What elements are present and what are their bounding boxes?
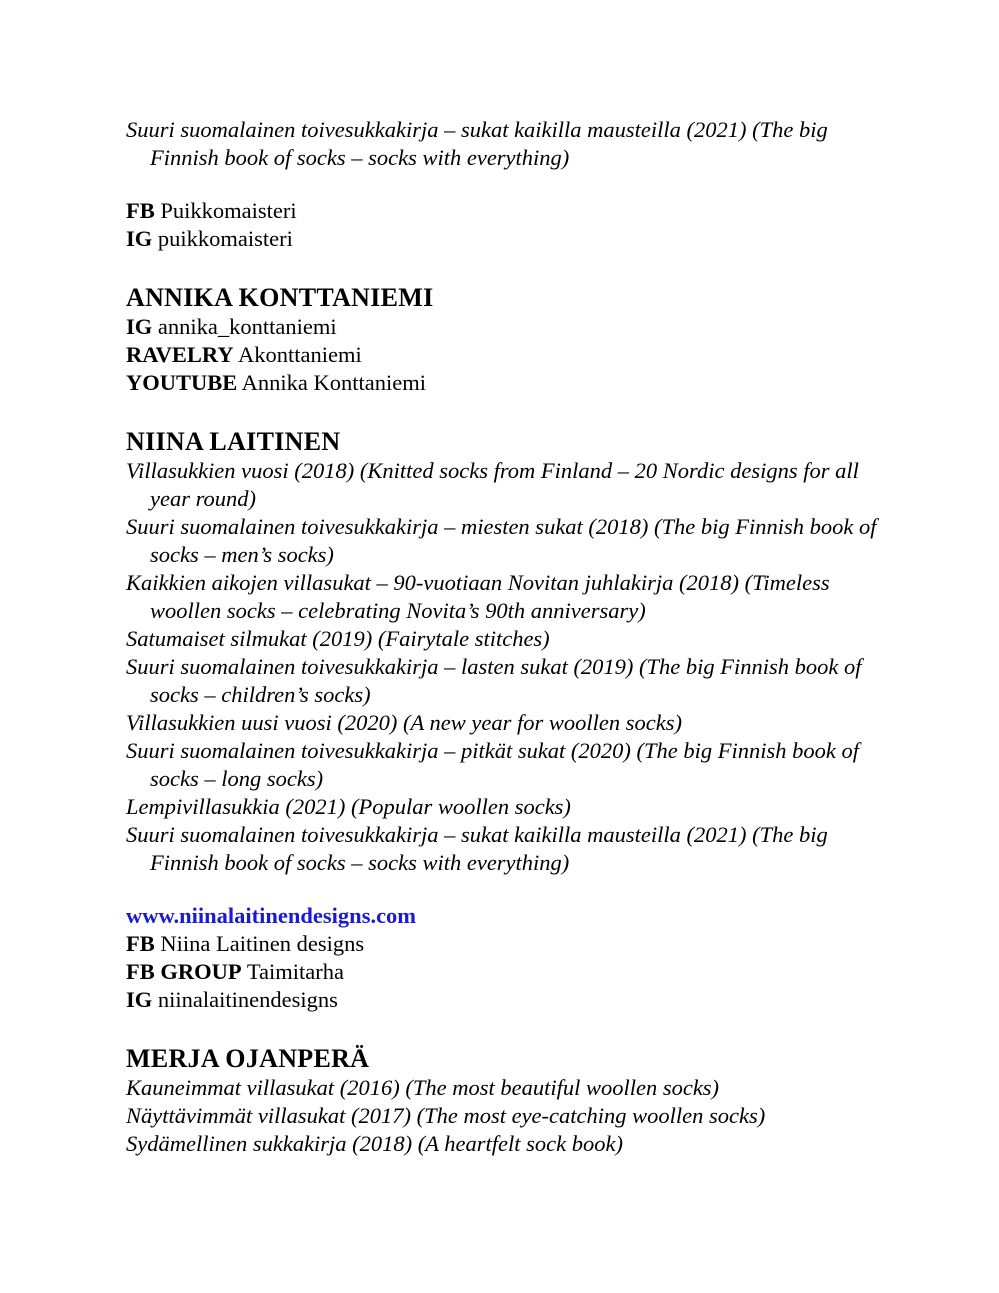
author-heading-annika: ANNIKA KONTTANIEMI (126, 283, 434, 312)
spacer (126, 1014, 886, 1043)
social-label: FB (126, 198, 155, 223)
book-entry: Lempivillasukkia (2021) (Popular woollen socks) (126, 794, 571, 819)
social-fb (126, 197, 886, 225)
social-label: FB (126, 931, 155, 956)
document-page (126, 116, 886, 1158)
social-ig (126, 313, 886, 341)
author-heading-merja: MERJA OJANPERÄ (126, 1044, 370, 1073)
book-entry: Satumaiset silmukat (2019) (Fairytale stitches) (126, 626, 550, 651)
book-entry: Suuri suomalainen toivesukkakirja – pitkät sukat (2020) (The big Finnish book of socks – long socks) (126, 738, 860, 791)
social-value: puikkomaisteri (157, 226, 293, 251)
book-entry: Suuri suomalainen toivesukkakirja – lasten sukat (2019) (The big Finnish book of socks – children’s socks) (126, 654, 862, 707)
book-entry: Näyttävimmät villasukat (2017) (The most eye-catching woollen socks) (126, 1103, 766, 1128)
book-entry: Kaikkien aikojen villasukat – 90-vuotiaan Novitan juhlakirja (2018) (Timeless woollen socks – celebrating Novita’s 90th anniversary) (126, 570, 830, 623)
website-link[interactable]: www.niinalaitinendesigns.com (126, 903, 417, 928)
spacer (126, 877, 886, 902)
social-value: annika_konttaniemi (157, 314, 337, 339)
social-youtube (126, 369, 886, 397)
social-label: FB GROUP (126, 959, 242, 984)
social-label: IG (126, 314, 153, 339)
book-entry: Villasukkien vuosi (2018) (Knitted socks from Finland – 20 Nordic designs for all year round) (126, 458, 859, 511)
book-entry: Kauneimmat villasukat (2016) (The most beautiful woollen socks) (126, 1075, 720, 1100)
social-ig (126, 225, 886, 253)
social-label: IG (126, 987, 153, 1012)
spacer (126, 253, 886, 282)
social-ig (126, 986, 886, 1014)
social-label: YOUTUBE (126, 370, 238, 395)
social-fb-group (126, 958, 886, 986)
social-fb (126, 930, 886, 958)
social-value: Akonttaniemi (237, 342, 362, 367)
social-label: RAVELRY (126, 342, 234, 367)
social-value: Puikkomaisteri (160, 198, 297, 223)
book-entry: Sydämellinen sukkakirja (2018) (A heartfelt sock book) (126, 1131, 623, 1156)
social-value: Taimitarha (246, 959, 344, 984)
book-entry: Suuri suomalainen toivesukkakirja – sukat kaikilla mausteilla (2021) (The big Finnish book of socks – socks with everything) (126, 117, 828, 170)
book-entry: Villasukkien uusi vuosi (2020) (A new year for woollen socks) (126, 710, 682, 735)
social-ravelry (126, 341, 886, 369)
social-label: IG (126, 226, 153, 251)
social-value: niinalaitinendesigns (157, 987, 338, 1012)
book-entry: Suuri suomalainen toivesukkakirja – miesten sukat (2018) (The big Finnish book of socks – men’s socks) (126, 514, 877, 567)
spacer (126, 397, 886, 426)
social-value: Annika Konttaniemi (241, 370, 427, 395)
spacer (126, 172, 886, 197)
author-heading-niina: NIINA LAITINEN (126, 427, 341, 456)
social-value: Niina Laitinen designs (160, 931, 365, 956)
book-entry: Suuri suomalainen toivesukkakirja – sukat kaikilla mausteilla (2021) (The big Finnish book of socks – socks with everything) (126, 822, 828, 875)
